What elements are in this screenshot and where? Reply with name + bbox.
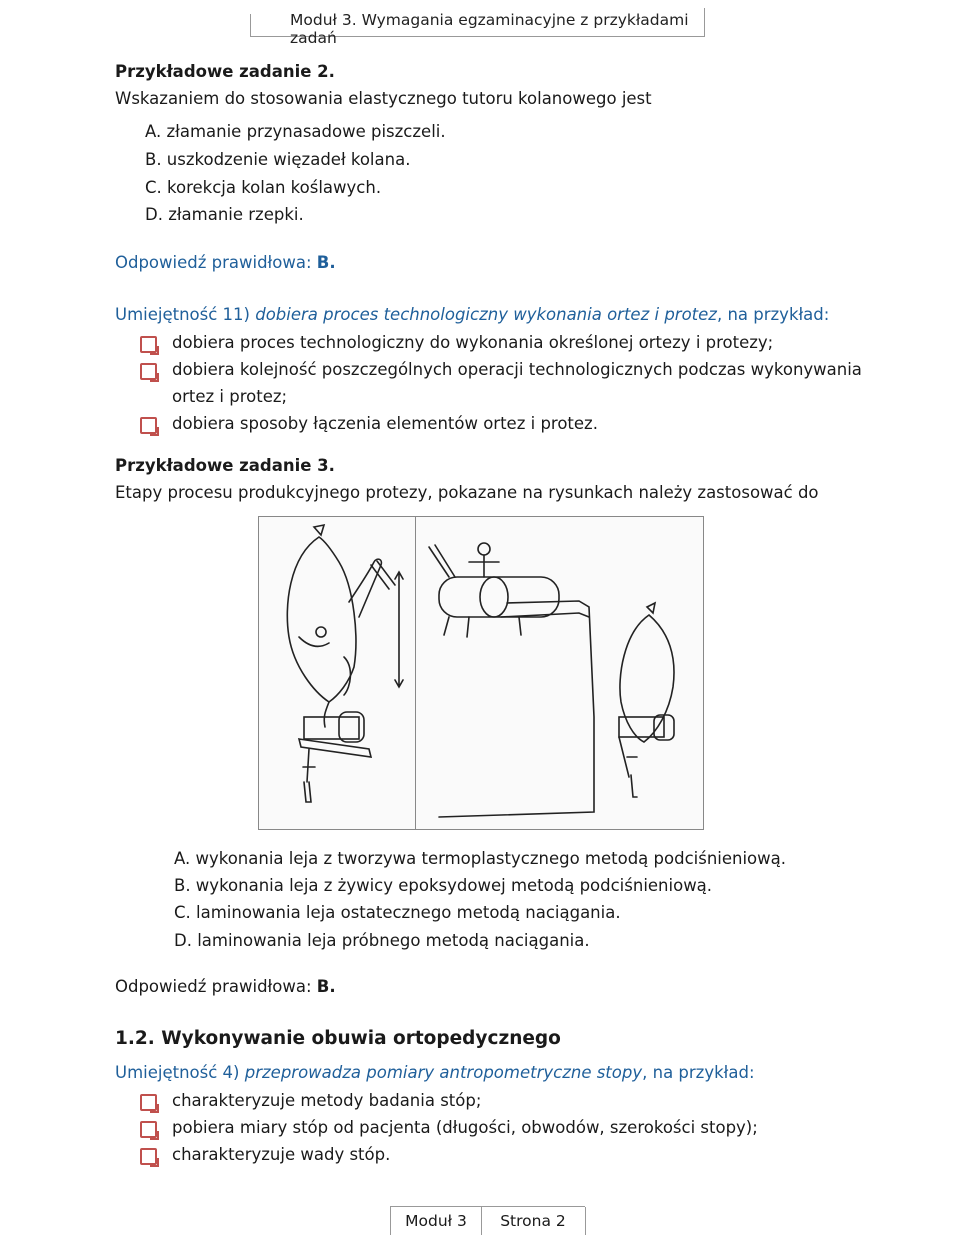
skill4-heading bbox=[115, 1063, 755, 1083]
skill11-bullet-1: dobiera proces technologiczny do wykonania określonej ortezy i protezy; bbox=[172, 333, 774, 352]
footer-page-number: Strona 2 bbox=[481, 1207, 586, 1235]
pressure-gauge bbox=[478, 543, 490, 555]
skill11-bullet-2: dobiera kolejność poszczególnych operacji technologicznych podczas wykonywania bbox=[172, 360, 862, 379]
skill4-bullet-3: charakteryzuje wady stóp. bbox=[172, 1145, 391, 1164]
skill11-bullet-3: dobiera sposoby łączenia elementów ortez i protez. bbox=[172, 414, 598, 433]
task3-title: Przykładowe zadanie 3. bbox=[115, 456, 335, 475]
task2-option-a: A. złamanie przynasadowe piszczeli. bbox=[145, 122, 446, 141]
vice-handle bbox=[304, 782, 311, 802]
skill4-bullet-2: pobiera miary stóp od pacjenta (długości, obwodów, szerokości stopy); bbox=[172, 1118, 758, 1137]
task2-option-c: C. korekcja kolan koślawych. bbox=[145, 178, 382, 197]
task3-option-a: A. wykonania leja z tworzywa termoplastycznego metodą podciśnieniową. bbox=[174, 849, 787, 868]
answer-label: Odpowiedź prawidłowa: bbox=[115, 977, 317, 996]
gauge-pipe bbox=[469, 555, 499, 577]
vacuum-pipe bbox=[439, 601, 594, 817]
vice-jaw bbox=[304, 717, 359, 739]
skill4-prefix: Umiejętność 4) bbox=[115, 1063, 245, 1082]
checkbox-bullet-icon bbox=[140, 336, 157, 353]
plastic-bag bbox=[287, 537, 356, 702]
task2-option-b: B. uszkodzenie więzadeł kolana. bbox=[145, 150, 411, 169]
skill11-bullet-2-cont: ortez i protez; bbox=[172, 387, 288, 406]
process-figure bbox=[258, 516, 704, 830]
answer-label: Odpowiedź prawidłowa: bbox=[115, 253, 317, 272]
skill11-suffix: , na przykład: bbox=[716, 305, 830, 324]
bag-tie bbox=[314, 525, 324, 535]
vacuum-tank bbox=[439, 577, 559, 617]
skill4-italic: przeprowadza pomiary antropometryczne stopy bbox=[244, 1063, 643, 1082]
task3-option-c: C. laminowania leja ostatecznego metodą naciągania. bbox=[174, 903, 621, 922]
page-header bbox=[250, 8, 705, 47]
header-left-rule bbox=[250, 14, 251, 36]
vice-screw bbox=[303, 749, 315, 782]
valve-knob bbox=[316, 627, 326, 637]
footer-module: Moduł 3 bbox=[390, 1207, 482, 1235]
tank-handle bbox=[429, 545, 455, 577]
task2-option-d: D. złamanie rzepki. bbox=[145, 205, 304, 224]
checkbox-bullet-icon bbox=[140, 1148, 157, 1165]
task3-option-d: D. laminowania leja próbnego metodą naciągania. bbox=[174, 931, 590, 950]
task3-answer bbox=[115, 977, 336, 997]
answer-value: B. bbox=[316, 977, 336, 996]
skill11-prefix: Umiejętność 11) bbox=[115, 305, 256, 324]
task2-title: Przykładowe zadanie 2. bbox=[115, 62, 335, 81]
section-title: 1.2. Wykonywanie obuwia ortopedycznego bbox=[115, 1028, 561, 1049]
process-drawing bbox=[259, 517, 703, 829]
page-footer bbox=[390, 1206, 585, 1235]
skill4-bullet-1: charakteryzuje metody badania stóp; bbox=[172, 1091, 482, 1110]
skill11-heading bbox=[115, 305, 829, 325]
answer-value: B. bbox=[316, 253, 336, 272]
task2-question: Wskazaniem do stosowania elastycznego tutoru kolanowego jest bbox=[115, 89, 652, 108]
checkbox-bullet-icon bbox=[140, 417, 157, 434]
skill4-suffix: , na przykład: bbox=[642, 1063, 755, 1082]
vice-screw bbox=[619, 737, 637, 777]
task3-question: Etapy procesu produkcyjnego protezy, pokazane na rysunkach należy zastosować do bbox=[115, 483, 819, 502]
height-arrow bbox=[395, 572, 403, 687]
tank-cap bbox=[480, 577, 508, 617]
tank-legs bbox=[444, 617, 521, 637]
bag-tie bbox=[647, 603, 655, 613]
bag-fold bbox=[299, 637, 329, 646]
checkbox-bullet-icon bbox=[140, 363, 157, 380]
skill11-italic: dobiera proces technologiczny wykonania ortez i protez bbox=[255, 305, 717, 324]
task2-answer bbox=[115, 253, 336, 273]
checkbox-bullet-icon bbox=[140, 1121, 157, 1138]
task3-option-b: B. wykonania leja z żywicy epoksydowej metodą podciśnieniową. bbox=[174, 876, 713, 895]
header-title: Moduł 3. Wymagania egzaminacyjne z przykładami zadań bbox=[290, 11, 689, 47]
vice-handle bbox=[631, 775, 637, 797]
checkbox-bullet-icon bbox=[140, 1094, 157, 1111]
plastic-bag bbox=[620, 615, 674, 742]
cast-stem bbox=[324, 702, 329, 727]
hand-holder bbox=[371, 561, 395, 589]
